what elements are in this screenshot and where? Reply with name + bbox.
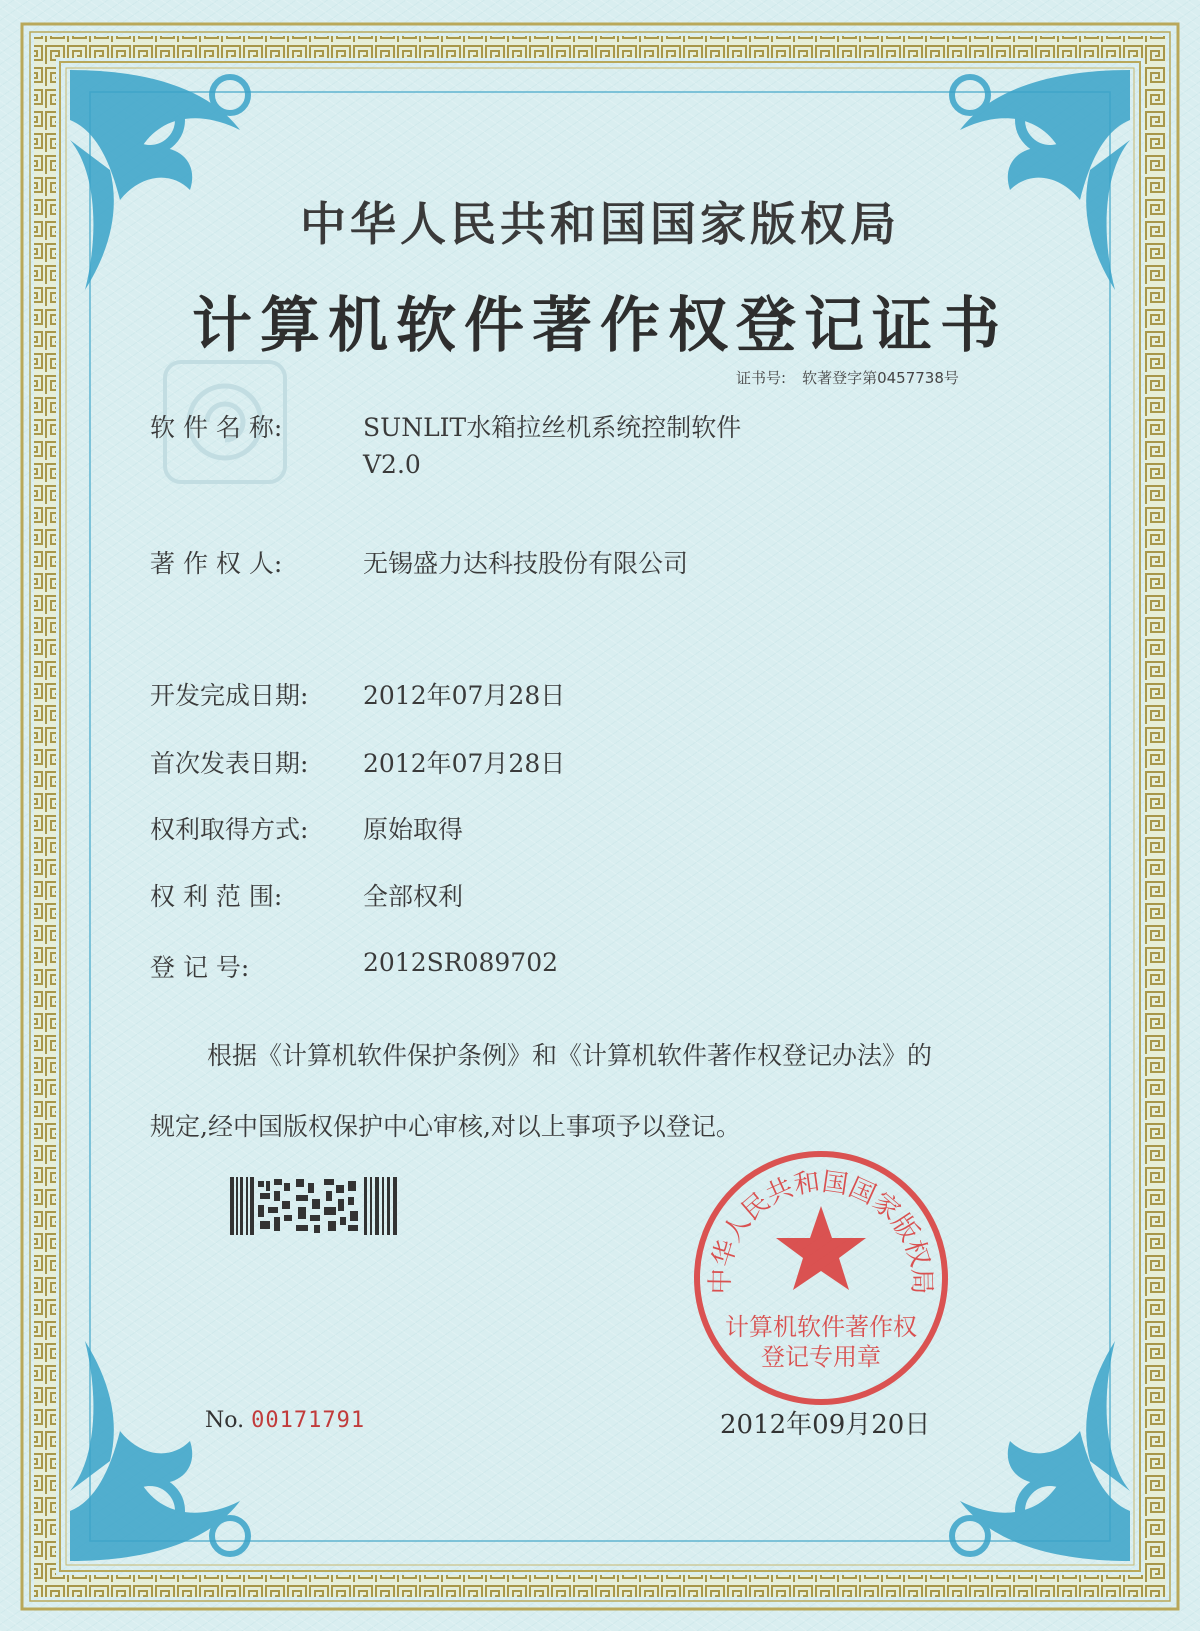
certificate-title: 计算机软件著作权登记证书 bbox=[192, 291, 1008, 361]
serial-number bbox=[205, 1408, 365, 1433]
statement-line-2: 规定,经中国版权保护中心审核,对以上事项予以登记。 bbox=[150, 1112, 741, 1141]
star-icon bbox=[776, 1206, 866, 1290]
serial-value: 00171791 bbox=[251, 1408, 366, 1433]
software-version-value: V2.0 bbox=[363, 450, 421, 479]
registration-number-label: 登 记 号: bbox=[150, 953, 250, 982]
issuer-title: 中华人民共和国国家版权局 bbox=[300, 197, 900, 251]
corner-ornament-bottom-right bbox=[952, 1341, 1130, 1561]
corner-ornament-bottom-left bbox=[70, 1341, 248, 1561]
barcode-icon bbox=[230, 1177, 398, 1235]
acquire-method-value: 原始取得 bbox=[363, 815, 464, 844]
pub-date-label: 首次发表日期: bbox=[150, 749, 309, 778]
rights-scope-value: 全部权利 bbox=[363, 882, 464, 911]
certificate-number bbox=[736, 367, 959, 388]
certificate-number-label: 证书号: bbox=[736, 369, 787, 387]
certificate-number-value: 软著登字第0457738号 bbox=[802, 369, 959, 387]
dev-date-value: 2012年07月28日 bbox=[363, 681, 566, 710]
copyright-owner-value: 无锡盛力达科技股份有限公司 bbox=[363, 549, 689, 578]
serial-prefix: No. bbox=[205, 1408, 245, 1433]
corner-ornament-top-right bbox=[952, 70, 1130, 290]
official-seal bbox=[686, 1143, 956, 1413]
rights-scope-label: 权 利 范 围: bbox=[150, 882, 283, 911]
software-name-value: SUNLIT水箱拉丝机系统控制软件 bbox=[363, 413, 742, 442]
corner-ornament-top-left bbox=[70, 70, 248, 290]
seal-inner-line-1: 计算机软件著作权 bbox=[725, 1313, 917, 1341]
copyright-owner-label: 著 作 权 人: bbox=[150, 549, 283, 578]
issue-date: 2012年09月20日 bbox=[720, 1410, 931, 1440]
pub-date-value: 2012年07月28日 bbox=[363, 749, 566, 778]
software-name-label: 软 件 名 称: bbox=[150, 413, 283, 442]
dev-date-label: 开发完成日期: bbox=[150, 681, 309, 710]
seal-arc-text: 中华人民共和国国家版权局 bbox=[705, 1167, 937, 1295]
statement-line-1: 根据《计算机软件保护条例》和《计算机软件著作权登记办法》的 bbox=[207, 1041, 933, 1070]
registration-number-value: 2012SR089702 bbox=[363, 948, 559, 977]
acquire-method-label: 权利取得方式: bbox=[150, 815, 309, 844]
seal-inner-line-2: 登记专用章 bbox=[761, 1343, 881, 1371]
